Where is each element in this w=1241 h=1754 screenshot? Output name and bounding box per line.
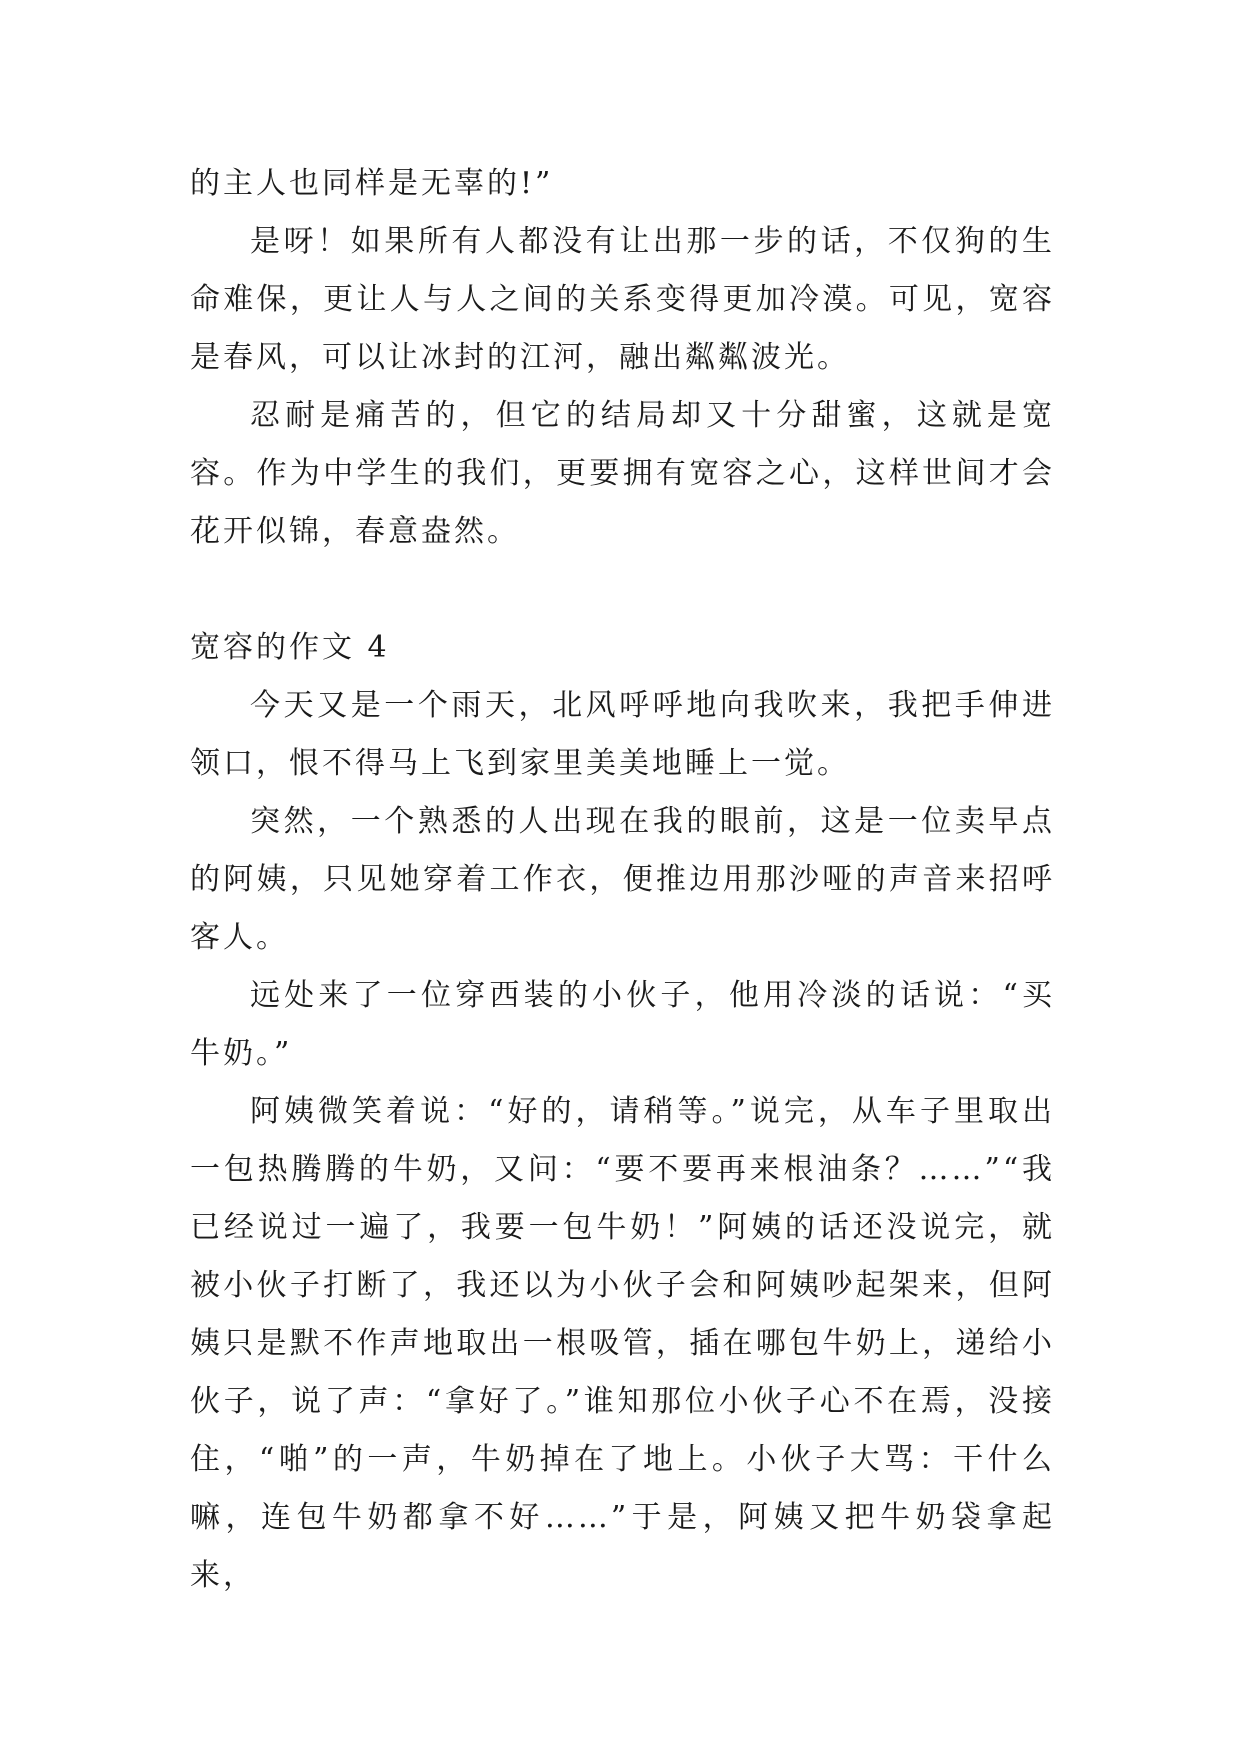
paragraph: 是呀！如果所有人都没有让出那一步的话，不仅狗的生命难保，更让人与人之间的关系变得更加冷漠。可见，宽容是春风，可以让冰封的江河，融出粼粼波光。 [190,224,1055,375]
paragraph: 突然，一个熟悉的人出现在我的眼前，这是一位卖早点的阿姨，只见她穿着工作衣，便推边用那沙哑的声音来招呼客人。 [190,804,1055,955]
paragraph: 阿姨微笑着说：“好的，请稍等。”说完，从车子里取出一包热腾腾的牛奶，又问：“要不要再来根油条？……”“我已经说过一遍了，我要一包牛奶！”阿姨的话还没说完，就被小伙子打断了，我还以为小伙子会和阿姨吵起架来，但阿姨只是默不作声地取出一根吸管，插在哪包牛奶上，递给小伙子，说了声：“拿好了。”谁知那位小伙子心不在焉，没接住，“啪”的一声，牛奶掉在了地上。小伙子大骂：干什么嘛，连包牛奶都拿不好……”于是，阿姨又把牛奶袋拿起来， [190,1094,1055,1593]
paragraph: 远处来了一位穿西装的小伙子，他用冷淡的话说：“买牛奶。” [190,978,1055,1071]
document-page [190,155,1055,1605]
paragraph: 今天又是一个雨天，北风呼呼地向我吹来，我把手伸进领口，恨不得马上飞到家里美美地睡上一觉。 [190,688,1055,781]
section-title: 宽容的作文 4 [190,630,390,665]
paragraph-continued: 的主人也同样是无辜的!” [190,166,554,201]
paragraph: 忍耐是痛苦的，但它的结局却又十分甜蜜，这就是宽容。作为中学生的我们，更要拥有宽容之心，这样世间才会花开似锦，春意盎然。 [190,398,1055,549]
